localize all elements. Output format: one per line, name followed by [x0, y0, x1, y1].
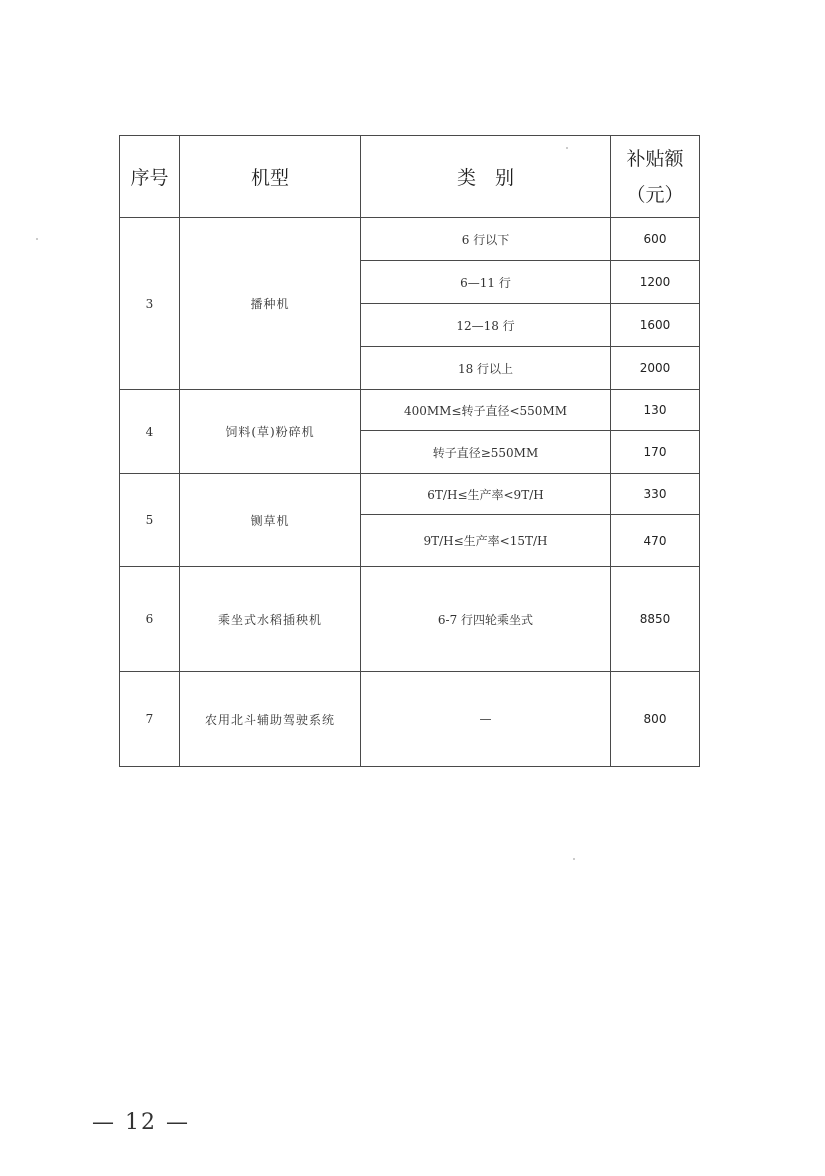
header-model: 机型 [180, 136, 361, 218]
row-seq: 5 [120, 474, 180, 567]
row-seq: 4 [120, 390, 180, 474]
row-category: 6 行以下 [361, 218, 611, 261]
table-header-row [120, 136, 700, 218]
scan-speck [566, 147, 568, 149]
header-category-label: 类 别 [456, 167, 514, 189]
row-category: 12—18 行 [361, 304, 611, 347]
row-amount: 600 [611, 218, 700, 261]
row-seq: 3 [120, 218, 180, 390]
scan-speck [36, 238, 38, 240]
header-seq: 序号 [120, 136, 180, 218]
table-row [120, 390, 700, 431]
row-category: — [361, 672, 611, 767]
subsidy-table [119, 135, 700, 767]
table-row [120, 672, 700, 767]
row-model: 铡草机 [180, 474, 361, 567]
table-row [120, 474, 700, 515]
row-category: 9T/H≤生产率<15T/H [361, 515, 611, 567]
header-amount-line2: （元） [626, 183, 684, 206]
row-amount: 130 [611, 390, 700, 431]
row-model: 乘坐式水稻插秧机 [180, 567, 361, 672]
row-model: 农用北斗辅助驾驶系统 [180, 672, 361, 767]
header-amount [611, 136, 700, 218]
row-category: 6-7 行四轮乘坐式 [361, 567, 611, 672]
row-amount: 8850 [611, 567, 700, 672]
row-amount: 800 [611, 672, 700, 767]
row-model: 播种机 [180, 218, 361, 390]
table-row [120, 567, 700, 672]
row-category: 18 行以上 [361, 347, 611, 390]
row-category: 6T/H≤生产率<9T/H [361, 474, 611, 515]
row-amount: 170 [611, 431, 700, 474]
row-model: 饲料(草)粉碎机 [180, 390, 361, 474]
row-category: 400MM≤转子直径<550MM [361, 390, 611, 431]
row-seq: 7 [120, 672, 180, 767]
page-number: — 12 — [92, 1110, 190, 1135]
row-category: 6—11 行 [361, 261, 611, 304]
scan-speck [573, 858, 575, 860]
table-row [120, 218, 700, 261]
header-amount-line1: 补贴额 [626, 147, 684, 170]
header-category [361, 136, 611, 218]
row-category: 转子直径≥550MM [361, 431, 611, 474]
row-amount: 470 [611, 515, 700, 567]
row-amount: 1600 [611, 304, 700, 347]
row-amount: 330 [611, 474, 700, 515]
row-amount: 2000 [611, 347, 700, 390]
row-seq: 6 [120, 567, 180, 672]
row-amount: 1200 [611, 261, 700, 304]
